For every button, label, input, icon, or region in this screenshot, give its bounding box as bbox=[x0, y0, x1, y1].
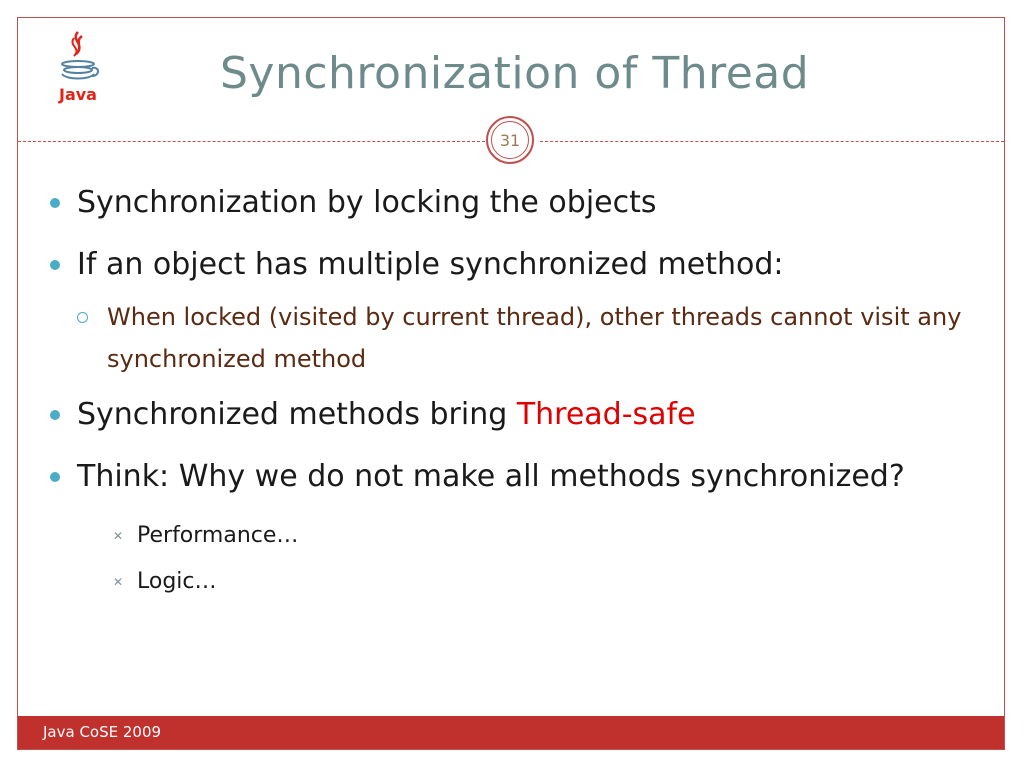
footer-bar bbox=[18, 716, 1004, 749]
sub-bullet-item bbox=[50, 296, 990, 380]
java-logo-text: Java bbox=[59, 85, 97, 104]
subsub-bullet-text: Logic… bbox=[137, 569, 217, 594]
hollow-circle-icon bbox=[77, 312, 88, 323]
bullet-dot-icon bbox=[50, 198, 60, 208]
bullet-item bbox=[50, 454, 990, 516]
bullet-text: Synchronization by locking the objects bbox=[77, 185, 657, 220]
bullet-dot-icon bbox=[50, 410, 60, 420]
footer-text: Java CoSE 2009 bbox=[43, 723, 162, 741]
page-number: 31 bbox=[499, 130, 521, 150]
bullet-item bbox=[50, 242, 990, 304]
bullet-dot-icon bbox=[50, 260, 60, 270]
sub-bullet-text: When locked (visited by current thread), other threads cannot visit any synchronized method bbox=[107, 303, 962, 373]
bullet-item bbox=[50, 392, 990, 454]
bullet-list bbox=[50, 180, 990, 608]
bullet-text: Synchronized methods bring bbox=[77, 397, 517, 432]
page-number-badge bbox=[486, 116, 534, 164]
header-divider-right bbox=[540, 141, 1004, 142]
java-logo-icon bbox=[48, 28, 108, 108]
subsub-bullet-item bbox=[50, 516, 990, 562]
subsub-bullet-text: Performance… bbox=[137, 523, 299, 548]
subsub-bullet-item bbox=[50, 562, 990, 608]
bullet-text: If an object has multiple synchronized method: bbox=[77, 247, 784, 282]
bullet-text: Think: Why we do not make all methods synchronized? bbox=[77, 459, 905, 494]
star-cross-icon: ✕ bbox=[113, 529, 124, 543]
slide-title: Synchronization of Thread bbox=[220, 48, 810, 99]
header-divider-left bbox=[18, 141, 485, 142]
star-cross-icon: ✕ bbox=[113, 575, 124, 589]
bullet-item bbox=[50, 180, 990, 242]
thread-safe-highlight: Thread-safe bbox=[516, 397, 696, 432]
bullet-dot-icon bbox=[50, 472, 60, 482]
